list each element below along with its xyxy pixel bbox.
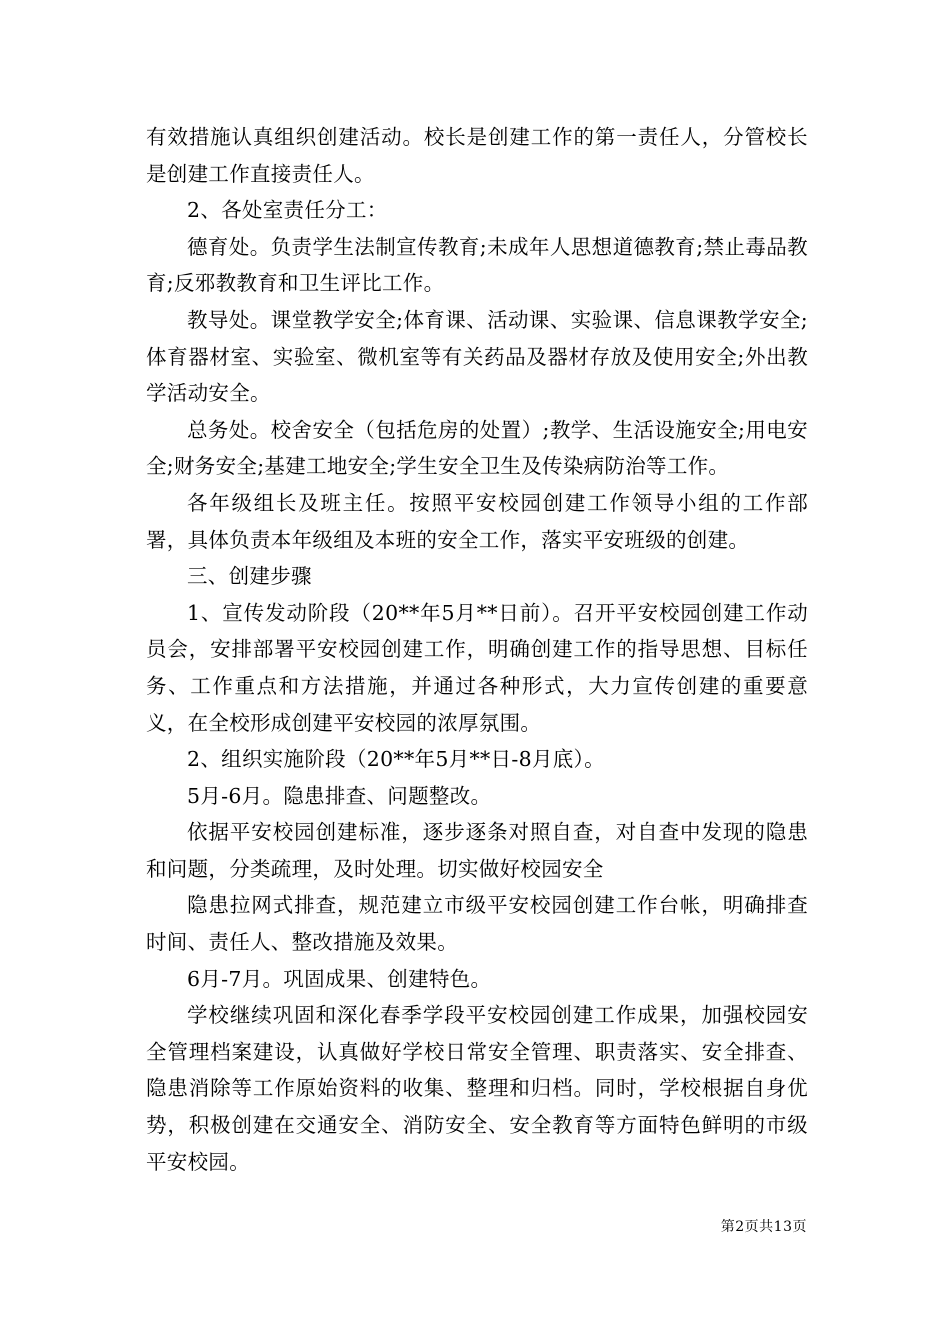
page-number-footer: 第2页共13页 <box>720 1219 807 1235</box>
paragraph-10: 5月-6月。隐患排查、问题整改。 <box>187 783 492 808</box>
document-body <box>146 119 808 1180</box>
paragraph-9: 2、组织实施阶段（20**年5月**日-8月底）。 <box>187 747 605 772</box>
paragraph-6: 各年级组长及班主任。按照平安校园创建工作领导小组的工作部署，具体负责本年级组及本班的安全工作，落实平安班级的创建。 <box>146 490 808 552</box>
paragraph-11: 依据平安校园创建标准，逐步逐条对照自查，对自查中发现的隐患和问题，分类疏理，及时处理。切实做好校园安全 <box>146 820 808 881</box>
paragraph-12: 隐患拉网式排查，规范建立市级平安校园创建工作台帐，明确排查时间、责任人、整改措施及效果。 <box>146 893 808 955</box>
paragraph-13: 6月-7月。巩固成果、创建特色。 <box>187 966 492 991</box>
paragraph-14: 学校继续巩固和深化春季学段平安校园创建工作成果，加强校园安全管理档案建设，认真做好学校日常安全管理、职责落实、安全排查、隐患消除等工作原始资料的收集、整理和归档。同时，学校根据自身优势，积极创建在交通安全、消防安全、安全教育等方面特色鲜明的市级平安校园。 <box>146 1003 808 1174</box>
paragraph-5: 总务处。校舍安全（包括危房的处置）;教学、生活设施安全;用电安全;财务安全;基建工地安全;学生安全卫生及传染病防治等工作。 <box>146 417 808 479</box>
section-heading: 三、创建步骤 <box>187 564 312 589</box>
paragraph-3: 德育处。负责学生法制宣传教育;未成年人思想道德教育;禁止毒品教育;反邪教教育和卫生评比工作。 <box>146 234 808 296</box>
paragraph-4: 教导处。课堂教学安全;体育课、活动课、实验课、信息课教学安全;体育器材室、实验室、微机室等有关药品及器材存放及使用安全;外出教学活动安全。 <box>146 307 808 406</box>
paragraph-8: 1、宣传发动阶段（20**年5月**日前）。召开平安校园创建工作动员会，安排部署平安校园创建工作，明确创建工作的指导思想、目标任务、工作重点和方法措施，并通过各种形式，大力宣传创建的重要意义，在全校形成创建平安校园的浓厚氛围。 <box>146 600 808 735</box>
paragraph-1: 有效措施认真组织创建活动。校长是创建工作的第一责任人，分管校长是创建工作直接责任人。 <box>146 125 808 186</box>
paragraph-2: 2、各处室责任分工： <box>187 198 388 223</box>
